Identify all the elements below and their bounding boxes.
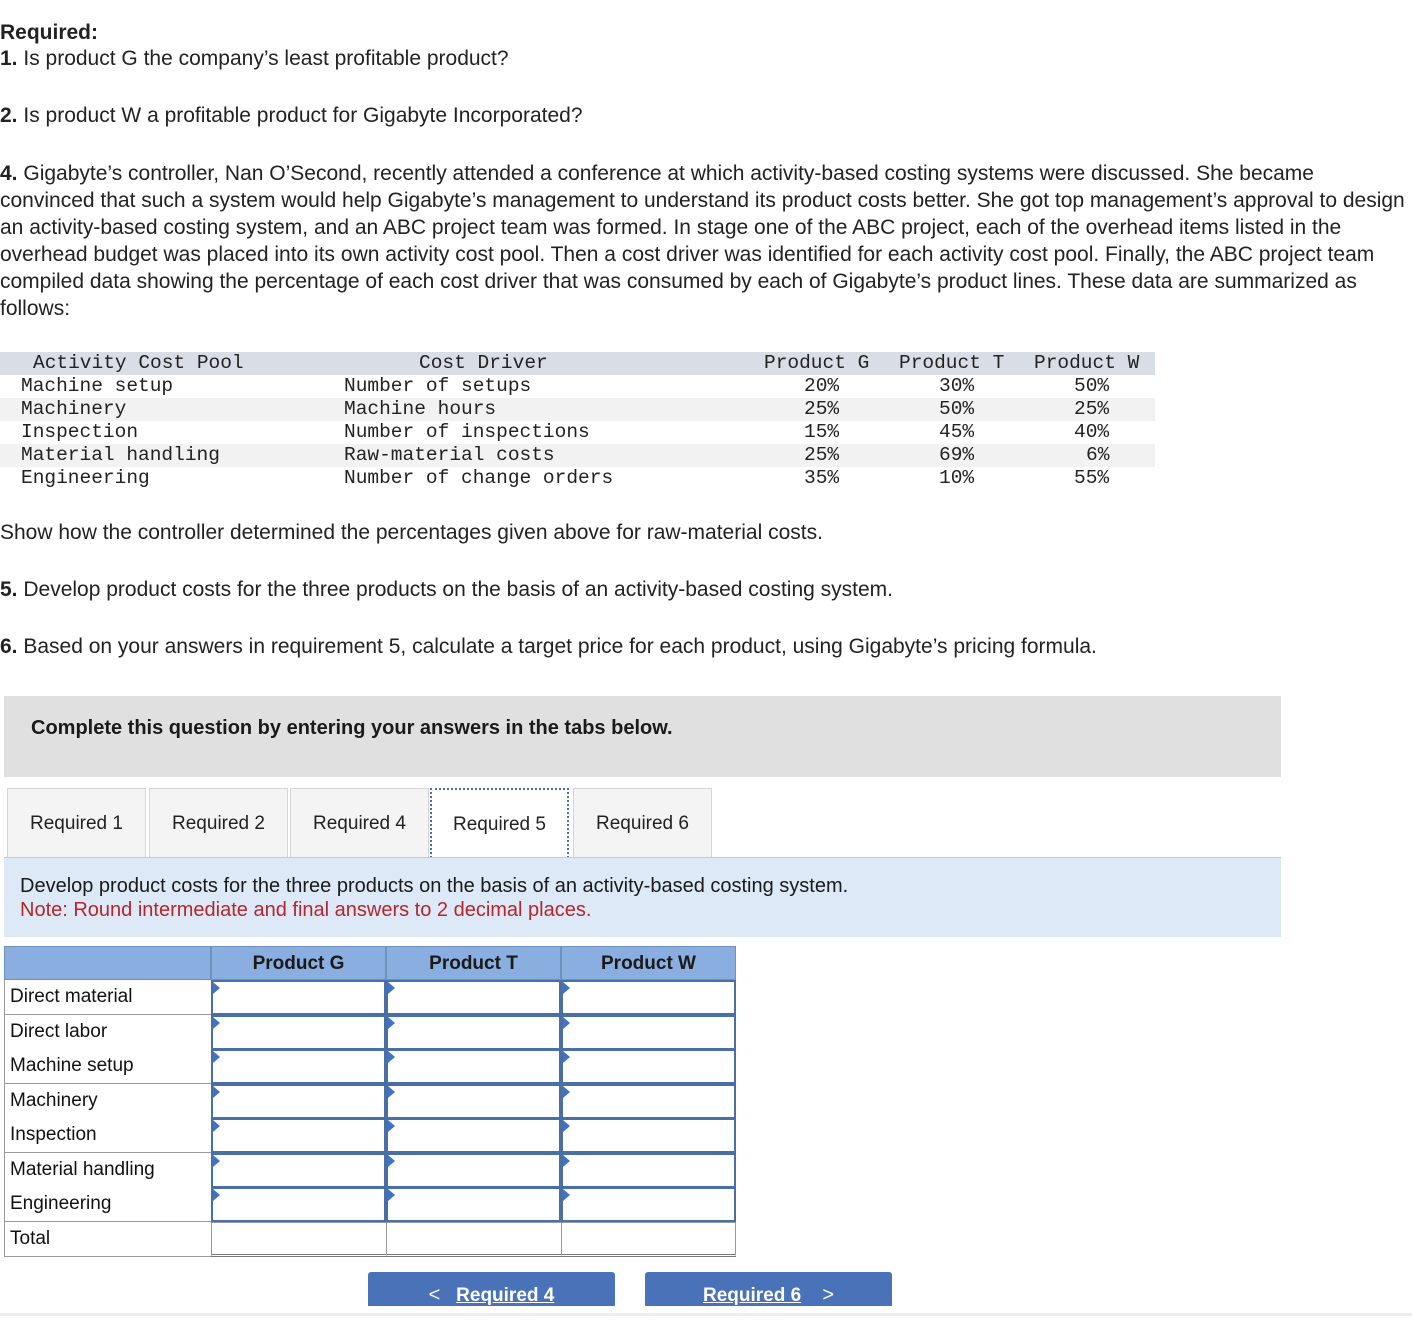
activity-cell: Inspection	[21, 421, 139, 443]
required-heading: Required:	[0, 21, 99, 44]
machine-setup-product-g-input[interactable]	[213, 1051, 384, 1082]
table-row	[0, 467, 1155, 490]
input-cell[interactable]	[211, 1118, 386, 1153]
tab-required-4[interactable]: Required 4	[290, 788, 429, 858]
driver-cell: Machine hours	[344, 398, 497, 420]
arrow-marker-icon	[563, 1120, 570, 1132]
table-row	[0, 421, 1155, 444]
answer-grid	[4, 946, 736, 1257]
machinery-product-t-input[interactable]	[388, 1086, 559, 1117]
arrow-marker-icon	[213, 982, 220, 994]
table-row	[0, 444, 1155, 467]
arrow-marker-icon	[388, 1051, 395, 1063]
inspection-product-t-input[interactable]	[388, 1120, 559, 1151]
next-button-label: Required 6	[702, 1285, 802, 1306]
product-w-cell: 50%	[1074, 375, 1110, 397]
direct-labor-product-t-input[interactable]	[388, 1017, 559, 1048]
total-product-g-cell	[211, 1222, 386, 1257]
chevron-left-icon: <	[428, 1284, 441, 1306]
engineering-product-w-input[interactable]	[563, 1189, 734, 1220]
row-label-total: Total	[4, 1222, 211, 1257]
product-t-cell: 69%	[939, 444, 975, 466]
arrow-marker-icon	[213, 1155, 220, 1167]
activity-cost-table	[0, 352, 1155, 492]
arrow-marker-icon	[388, 1189, 395, 1201]
total-product-w-value	[562, 1223, 735, 1254]
question-2	[0, 102, 583, 129]
material-handling-product-w-input[interactable]	[563, 1155, 734, 1186]
tab-required-2[interactable]: Required 2	[149, 788, 288, 858]
engineering-product-g-input[interactable]	[213, 1189, 384, 1220]
product-g-cell: 35%	[804, 467, 840, 489]
question-2-text: Is product W a profitable product for Gigabyte Incorporated?	[23, 104, 583, 127]
row-label-machine-setup: Machine setup	[4, 1049, 211, 1084]
direct-labor-product-g-input[interactable]	[213, 1017, 384, 1048]
arrow-marker-icon	[388, 1120, 395, 1132]
product-t-cell: 30%	[939, 375, 975, 397]
engineering-product-t-input[interactable]	[388, 1189, 559, 1220]
chevron-right-icon: >	[822, 1284, 834, 1306]
question-4-number: 4.	[0, 162, 18, 185]
arrow-marker-icon	[563, 982, 570, 994]
input-cell[interactable]	[386, 1084, 561, 1119]
question-5-number: 5.	[0, 578, 18, 601]
tab-required-5[interactable]: Required 5	[430, 788, 569, 858]
row-label-material-handling: Material handling	[4, 1153, 211, 1188]
driver-cell: Number of inspections	[344, 421, 590, 443]
activity-table-header	[0, 352, 1155, 375]
question-1-text: Is product G the company’s least profitable product?	[23, 47, 509, 70]
question-6	[0, 633, 1097, 660]
row-label-direct-labor: Direct labor	[4, 1015, 211, 1050]
inspection-product-g-input[interactable]	[213, 1120, 384, 1151]
machine-setup-product-w-input[interactable]	[563, 1051, 734, 1082]
grid-header-product-g: Product G	[211, 946, 386, 980]
input-cell[interactable]	[561, 1153, 736, 1188]
driver-cell: Number of change orders	[344, 467, 614, 489]
material-handling-product-g-input[interactable]	[213, 1155, 384, 1186]
total-product-w-cell	[561, 1222, 736, 1257]
activity-cell: Engineering	[21, 467, 150, 489]
arrow-marker-icon	[563, 1155, 570, 1167]
direct-material-product-w-input[interactable]	[563, 982, 734, 1013]
input-cell[interactable]	[211, 1187, 386, 1222]
row-label-inspection: Inspection	[4, 1118, 211, 1153]
inspection-product-w-input[interactable]	[563, 1120, 734, 1151]
activity-cell: Machine setup	[21, 375, 174, 397]
prev-required-4-button[interactable]	[368, 1272, 615, 1306]
input-cell[interactable]	[386, 1187, 561, 1222]
table-row	[0, 375, 1155, 398]
arrow-marker-icon	[563, 1086, 570, 1098]
total-product-t-cell	[386, 1222, 561, 1257]
product-w-cell: 55%	[1074, 467, 1110, 489]
driver-cell: Raw-material costs	[344, 444, 555, 466]
row-label-engineering: Engineering	[4, 1187, 211, 1222]
header-cost-driver: Cost Driver	[419, 352, 548, 374]
input-cell[interactable]	[211, 1015, 386, 1050]
input-cell[interactable]	[561, 1015, 736, 1050]
arrow-marker-icon	[213, 1120, 220, 1132]
machinery-product-g-input[interactable]	[213, 1086, 384, 1117]
direct-material-product-g-input[interactable]	[213, 982, 384, 1013]
machine-setup-product-t-input[interactable]	[388, 1051, 559, 1082]
direct-material-product-t-input[interactable]	[388, 982, 559, 1013]
activity-cell: Material handling	[21, 444, 220, 466]
input-cell[interactable]	[561, 1049, 736, 1084]
machinery-product-w-input[interactable]	[563, 1086, 734, 1117]
header-activity-cost-pool: Activity Cost Pool	[33, 352, 244, 374]
input-cell[interactable]	[386, 980, 561, 1015]
input-cell[interactable]	[386, 1153, 561, 1188]
arrow-marker-icon	[563, 1051, 570, 1063]
bottom-divider	[0, 1313, 1412, 1316]
input-cell[interactable]	[211, 1049, 386, 1084]
tab-required-6[interactable]: Required 6	[573, 788, 712, 858]
input-cell[interactable]	[386, 1049, 561, 1084]
header-product-w: Product W	[1034, 352, 1140, 374]
input-cell[interactable]	[561, 980, 736, 1015]
product-t-cell: 45%	[939, 421, 975, 443]
table-row	[0, 398, 1155, 421]
input-cell[interactable]	[561, 1187, 736, 1222]
arrow-marker-icon	[213, 1017, 220, 1029]
input-cell[interactable]	[211, 1153, 386, 1188]
direct-labor-product-w-input[interactable]	[563, 1017, 734, 1048]
row-label-machinery: Machinery	[4, 1084, 211, 1119]
header-product-g: Product G	[764, 352, 870, 374]
arrow-marker-icon	[388, 1086, 395, 1098]
arrow-marker-icon	[388, 982, 395, 994]
question-2-number: 2.	[0, 104, 18, 127]
grid-header-product-t: Product T	[386, 946, 561, 980]
question-1-number: 1.	[0, 47, 18, 70]
question-4-text: Gigabyte’s controller, Nan O’Second, recently attended a conference at which activity-based costing systems were discussed. She became convinced that such a system would help Gigabyte’s management to understand its product costs better. She got top management’s approval to design an activity-based costing system, and an ABC project team was formed. In stage one of the ABC project, each of the overhead items listed in the overhead budget was placed into its own activity cost pool. Then a cost driver was identified for each activity cost pool. Finally, the ABC project team compiled data showing the percentage of each cost driver that was consumed by each of Gigabyte’s product lines. These data are summarized as follows:	[0, 162, 1405, 320]
question-6-number: 6.	[0, 635, 18, 658]
prev-button-label: Required 4	[456, 1285, 555, 1306]
product-w-cell: 40%	[1074, 421, 1110, 443]
arrow-marker-icon	[388, 1155, 395, 1167]
input-cell[interactable]	[211, 1084, 386, 1119]
question-6-text: Based on your answers in requirement 5, calculate a target price for each product, using Gigabyte’s pricing formula.	[23, 635, 1097, 658]
grid-header-blank	[4, 946, 211, 980]
header-product-t: Product T	[899, 352, 1005, 374]
driver-cell: Number of setups	[344, 375, 532, 397]
arrow-marker-icon	[563, 1189, 570, 1201]
product-g-cell: 20%	[804, 375, 840, 397]
arrow-marker-icon	[213, 1051, 220, 1063]
product-g-cell: 25%	[804, 398, 840, 420]
tab-instruction: Develop product costs for the three products on the basis of an activity-based costing system.	[20, 875, 849, 897]
product-t-cell: 50%	[939, 398, 975, 420]
arrow-marker-icon	[213, 1086, 220, 1098]
product-w-cell: 25%	[1074, 398, 1110, 420]
product-w-cell: 6%	[1086, 444, 1110, 466]
total-product-g-value	[212, 1223, 386, 1254]
product-t-cell: 10%	[939, 467, 975, 489]
instructions-banner-text: Complete this question by entering your answers in the tabs below.	[31, 717, 673, 739]
total-product-t-value	[387, 1223, 561, 1254]
grid-header-product-w: Product W	[561, 946, 736, 980]
input-cell[interactable]	[561, 1084, 736, 1119]
show-how-text: Show how the controller determined the percentages given above for raw-material costs.	[0, 521, 823, 544]
product-g-cell: 15%	[804, 421, 840, 443]
rounding-note: Note: Round intermediate and final answers to 2 decimal places.	[20, 899, 592, 921]
arrow-marker-icon	[563, 1017, 570, 1029]
tab-required-1[interactable]: Required 1	[7, 788, 146, 858]
arrow-marker-icon	[213, 1189, 220, 1201]
question-5-text: Develop product costs for the three products on the basis of an activity-based costing system.	[23, 578, 893, 601]
question-5	[0, 576, 893, 603]
input-cell[interactable]	[386, 1118, 561, 1153]
row-label-direct-material: Direct material	[4, 980, 211, 1015]
next-required-6-button[interactable]	[645, 1272, 892, 1306]
activity-cell: Machinery	[21, 398, 127, 420]
question-1	[0, 45, 509, 72]
question-4	[0, 160, 1405, 322]
material-handling-product-t-input[interactable]	[388, 1155, 559, 1186]
input-cell[interactable]	[211, 980, 386, 1015]
input-cell[interactable]	[386, 1015, 561, 1050]
product-g-cell: 25%	[804, 444, 840, 466]
arrow-marker-icon	[388, 1017, 395, 1029]
input-cell[interactable]	[561, 1118, 736, 1153]
